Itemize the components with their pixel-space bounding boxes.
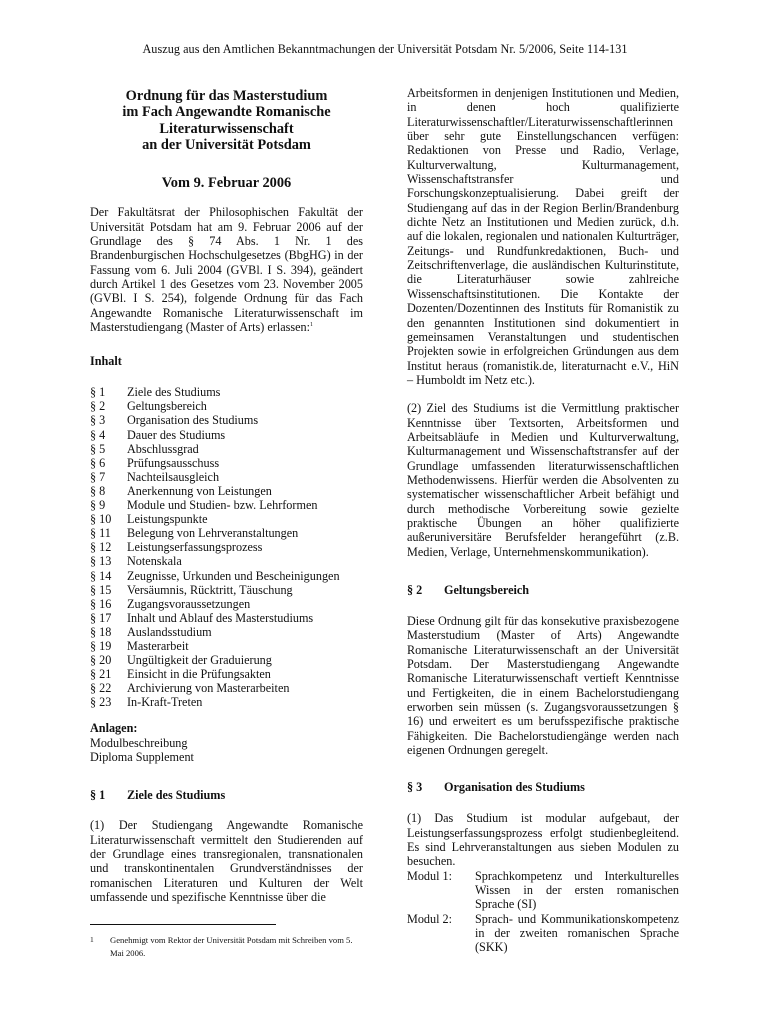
toc-entry bbox=[90, 526, 363, 540]
running-header: Auszug aus den Amtlichen Bekanntmachungen der Universität Potsdam Nr. 5/2006, Seite 114-131 bbox=[142, 42, 628, 56]
toc-number: § 3 bbox=[90, 413, 106, 428]
section-title: Organisation des Studiums bbox=[444, 780, 585, 795]
module-label: Modul 1: bbox=[407, 868, 453, 883]
toc-label: Organisation des Studiums bbox=[127, 413, 259, 428]
toc-entry bbox=[90, 554, 363, 568]
appendix-item: Modulbeschreibung bbox=[90, 735, 188, 750]
left-column bbox=[90, 86, 363, 904]
appendix-item: Diploma Supplement bbox=[90, 750, 194, 765]
toc-entry bbox=[90, 611, 363, 625]
toc-label: Leistungspunkte bbox=[127, 512, 208, 527]
toc-number: § 8 bbox=[90, 483, 106, 498]
toc-label: Notenskala bbox=[127, 554, 182, 569]
toc-entry bbox=[90, 569, 363, 583]
preamble-text: Der Fakultätsrat der Philosophischen Fakultät der Universität Potsdam hat am 9. Februar 2006 auf der Grundlage des § 74 Abs. 1 Nr. 1 des Brandenburgischen Hochschulgesetzes (BbgHG) in der Fassung vom 6. Juli 2004 (GVBl. I S. 394), geändert durch Artikel 1 des Gesetzes vom 23. November 2005 (GVBl. I S. 254), folgende Ordnung für das Fach Angewandte Romanische Literaturwissenschaft im Masterstudiengang (Master of Arts) erlassen: bbox=[90, 205, 363, 334]
toc-entry bbox=[90, 695, 363, 709]
toc-number: § 6 bbox=[90, 455, 106, 470]
section-number: § 2 bbox=[407, 583, 423, 597]
section-number: § 1 bbox=[90, 788, 106, 803]
document-title bbox=[90, 88, 363, 153]
section-1-heading bbox=[90, 788, 363, 802]
toc-label: Zugangsvoraussetzungen bbox=[127, 596, 251, 611]
footnote-divider bbox=[90, 924, 276, 925]
section-2-paragraph: Diese Ordnung gilt für das konsekutive praxisbezogene Masterstudium (Master of Arts) Angewandte Romanische Literaturwissenschaft an der Universität Potsdam. Der Masterstudiengang Angewandte Romanische Literaturwissenschaft vertieft Kenntnisse und Fertigkeiten, die in einem Bachelorstudiengang erworben sein müssen (s. Zugangsvoraussetzungen § 16) und erweitert es um berufsspezifische praktische Fähigkeiten. Die Bachelorstudiengänge werden nach eigenen Ordnungen geregelt. bbox=[407, 614, 679, 758]
toc-label: Ungültigkeit der Graduierung bbox=[127, 653, 272, 668]
toc-number: § 21 bbox=[90, 667, 112, 682]
toc-label: In-Kraft-Treten bbox=[127, 695, 203, 710]
section-3-heading bbox=[407, 780, 679, 794]
section-title: Ziele des Studiums bbox=[127, 788, 226, 803]
module-description: Sprachkompetenz und Interkulturelles Wissen in der ersten romanischen Sprache (SI) bbox=[475, 868, 679, 912]
appendix-heading: Anlagen: bbox=[90, 721, 138, 736]
document-date: Vom 9. Februar 2006 bbox=[161, 175, 292, 192]
module-entry bbox=[407, 912, 679, 955]
title-line: im Fach Angewandte Romanische bbox=[122, 104, 331, 121]
toc-number: § 17 bbox=[90, 610, 112, 625]
section-number: § 3 bbox=[407, 780, 423, 795]
toc-entry bbox=[90, 470, 363, 484]
toc-label: Belegung von Lehrveranstaltungen bbox=[127, 526, 299, 541]
footnote-number: 1 bbox=[90, 935, 94, 944]
toc-entry bbox=[90, 498, 363, 512]
toc-label: Auslandsstudium bbox=[127, 624, 212, 639]
toc-label: Einsicht in die Prüfungsakten bbox=[127, 667, 271, 682]
toc-entry bbox=[90, 413, 363, 427]
toc-number: § 10 bbox=[90, 512, 112, 527]
preamble-paragraph bbox=[90, 205, 363, 334]
section-title: Geltungsbereich bbox=[444, 583, 530, 597]
toc-number: § 13 bbox=[90, 554, 112, 569]
toc-number: § 18 bbox=[90, 624, 112, 639]
toc-number: § 9 bbox=[90, 498, 106, 513]
toc-number: § 7 bbox=[90, 469, 106, 484]
toc-label: Inhalt und Ablauf des Masterstudiums bbox=[127, 610, 314, 625]
toc-entry bbox=[90, 512, 363, 526]
toc-entry bbox=[90, 681, 363, 695]
toc-label: Masterarbeit bbox=[127, 638, 189, 653]
toc-number: § 23 bbox=[90, 695, 112, 710]
toc-entry bbox=[90, 583, 363, 597]
toc-number: § 12 bbox=[90, 540, 112, 555]
footnote bbox=[90, 934, 363, 959]
toc-number: § 22 bbox=[90, 681, 112, 696]
toc-entry bbox=[90, 639, 363, 653]
toc-number: § 2 bbox=[90, 399, 106, 414]
toc-label: Versäumnis, Rücktritt, Täuschung bbox=[127, 582, 293, 597]
contents-heading: Inhalt bbox=[90, 354, 122, 369]
section-1-paragraph-2: (2) Ziel des Studiums ist die Vermittlung praktischer Kenntnisse über Textsorten, Arbeitsformen und Arbeitsabläufe in Medien und Kulturverwaltung, Kulturmanagement und Wissenschaftstransfer auf der Grundlage umfassenden literaturwissenschaftlichen Methodenwissens. Hierfür werden die Absolventen zu systematischer wissenschaftlicher Arbeit befähigt und durch methodische Vorbereitung sowie gezielte praktische Übungen an höher qualifizierte außeruniversitäre Berufsfelder herangeführt (z.B. Medien, Verlage, Unternehmenskommunikation). bbox=[407, 401, 679, 559]
footnote-reference: 1 bbox=[310, 321, 313, 328]
toc-entry bbox=[90, 667, 363, 681]
toc-label: Module und Studien- bzw. Lehrformen bbox=[127, 498, 318, 513]
toc-entry bbox=[90, 385, 363, 399]
section-1-paragraph-1-continued: Arbeitsformen in denjenigen Institutionen und Medien, in denen hoch qualifizierte Literaturwissenschaftler/Literaturwissenschaftlerinnen über sehr gute Einstellungschancen verfügen: Redaktionen von Presse und Radio, Verlage, Kulturverwaltung, Kulturmanagement, Wissenschaftstransfer und Forschungskonzeptualisierung. Dabei greift der Studiengang auf das in der Region Berlin/Brandenburg dichte Netz an Institutionen und Medien zurück, d.h. auf die lokalen, regionalen und nationalen Kulturträger, Zeitungs- und Rundfunkredaktionen, Buch- und Zeitschriftenverlage, die ausländischen Kulturinstitute, die Literaturhäuser sowie zahlreiche Wissenschaftsinstitutionen. Die Kontakte der Dozenten/Dozentinnen des Instituts für Romanistik zu den genannten Institutionen sind dokumentiert in gemeinsamen Veranstaltungen und studentischen Projekten sowie in erfolgreichen Gründungen aus dem Institut heraus (romanistik.de, literaturnacht e.V., HiN – Humboldt im Netz etc.). bbox=[407, 86, 679, 387]
toc-label: Geltungsbereich bbox=[127, 399, 207, 414]
toc-entry bbox=[90, 625, 363, 639]
toc-number: § 20 bbox=[90, 653, 112, 668]
section-3-paragraph-1: (1) Das Studium ist modular aufgebaut, der Leistungserfassungsprozess erfolgt studienbegleitend. Es sind Lehrveranstaltungen aus sieben Modulen zu besuchen. bbox=[407, 811, 679, 869]
toc-label: Dauer des Studiums bbox=[127, 427, 226, 442]
toc-entry bbox=[90, 540, 363, 554]
section-2-heading bbox=[407, 583, 679, 597]
toc-number: § 1 bbox=[90, 385, 106, 400]
toc-label: Archivierung von Masterarbeiten bbox=[127, 681, 290, 696]
toc-entry bbox=[90, 597, 363, 611]
toc-label: Zeugnisse, Urkunden und Bescheinigungen bbox=[127, 568, 340, 583]
table-of-contents bbox=[90, 385, 363, 709]
toc-label: Nachteilsausgleich bbox=[127, 469, 220, 484]
module-description: Sprach- und Kommunikationskompetenz in der zweiten romanischen Sprache (SKK) bbox=[475, 911, 679, 955]
toc-number: § 11 bbox=[90, 526, 111, 541]
toc-number: § 5 bbox=[90, 441, 106, 456]
toc-number: § 15 bbox=[90, 582, 112, 597]
title-line: Ordnung für das Masterstudium bbox=[125, 88, 328, 104]
toc-entry bbox=[90, 399, 363, 413]
toc-number: § 16 bbox=[90, 596, 112, 611]
section-1-paragraph-1: (1) Der Studiengang Angewandte Romanische Literaturwissenschaft vermittelt den Studierenden auf der Grundlage eines transregionalen, transnationalen und transkontinentalen Grundverständnisses der romanischen Literaturen und Kulturen der Welt umfassende und spezifische Kenntnisse über die bbox=[90, 818, 363, 905]
footnote-text: Genehmigt vom Rektor der Universität Potsdam mit Schreiben vom 5. Mai 2006. bbox=[110, 935, 353, 958]
toc-entry bbox=[90, 428, 363, 442]
toc-entry bbox=[90, 442, 363, 456]
title-line: Literaturwissenschaft bbox=[159, 120, 294, 137]
toc-label: Ziele des Studiums bbox=[127, 385, 221, 400]
toc-label: Abschlussgrad bbox=[127, 441, 199, 456]
module-label: Modul 2: bbox=[407, 911, 453, 926]
toc-entry bbox=[90, 484, 363, 498]
toc-number: § 14 bbox=[90, 568, 112, 583]
toc-label: Leistungserfassungsprozess bbox=[127, 540, 263, 555]
title-line: an der Universität Potsdam bbox=[142, 136, 311, 153]
toc-label: Prüfungsausschuss bbox=[127, 455, 220, 470]
module-entry bbox=[407, 869, 679, 912]
toc-number: § 19 bbox=[90, 638, 112, 653]
toc-label: Anerkennung von Leistungen bbox=[127, 483, 272, 498]
toc-entry bbox=[90, 456, 363, 470]
right-column bbox=[407, 86, 679, 955]
toc-entry bbox=[90, 653, 363, 667]
toc-number: § 4 bbox=[90, 427, 106, 442]
